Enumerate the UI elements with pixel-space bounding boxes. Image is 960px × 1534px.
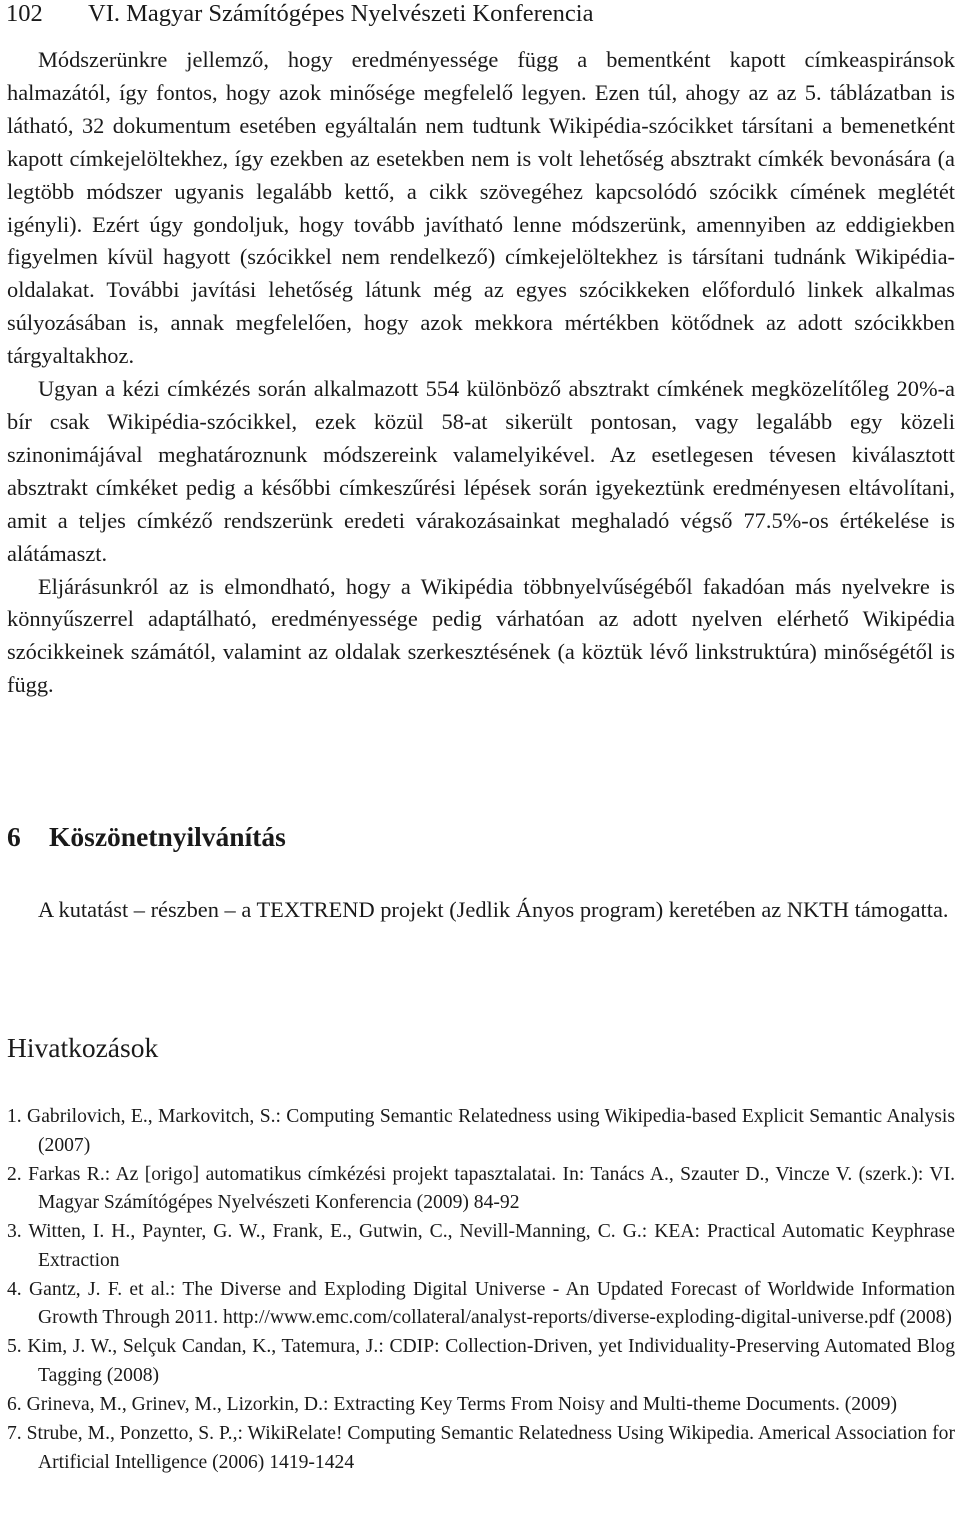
running-header bbox=[6, 0, 956, 30]
section-title: Köszönetnyilvánítás bbox=[49, 821, 286, 852]
reference-item: 2. Farkas R.: Az [origo] automatikus címkézési projekt tapasztalatai. In: Tanács A., Szauter D., Vincze V. (szerk.): VI. Magyar Számítógépes Nyelvészeti Konferencia (2009) 84-92 bbox=[7, 1163, 955, 1214]
page-number: 102 bbox=[6, 0, 43, 27]
section-heading-acknowledgements bbox=[7, 819, 947, 855]
paragraph: Ugyan a kézi címkézés során alkalmazott 554 különböző absztrakt címkének megközelítőleg 20%-a bír csak Wikipédia-szócikkel, ezek közül 58-at sikerült pontosan, vagy legalább egy közeli szinonimájával meghatároznunk módszereink valamelyikével. Az esetlegesen tévesen kiválasztott absztrakt címkéket pedig a későbbi címkeszűrési lépések során igyekeztünk eredményesen eltávolítani, amit a teljes címkéző rendszerünk eredeti várakozásainkat meghaladó végső 77.5%-os értékelése is alátámaszt. bbox=[7, 376, 955, 566]
paragraph: Módszerünkre jellemző, hogy eredményessége függ a bementként kapott címkeaspiránsok halmazától, így fontos, hogy azok minősége megfelelő legyen. Ezen túl, ahogy az az 5. táblázatban is látható, 32 dokumentum esetében egyáltalán nem tudtunk Wikipédia-szócikket társítani a bemenetként kapott címkejelöltekhez, így ezekben az esetekben nem is volt lehetőség absztrakt címkék bevonására (a legtöbb módszer ugyanis legalább kettő, a cikk szövegéhez kapcsolódó szócikk címének meglétét igényli). Ezért úgy gondoljuk, hogy tovább javítható lenne módszerünk, amennyiben az eddigiekben figyelmen kívül hagyott (szócikkel nem rendelkező) címkejelöltekhez is társítani tudnánk Wikipédia-oldalakat. További javítási lehetőség látunk még az egyes szócikkeken előforduló linkek alkalmas súlyozásában is, annak megfelelően, hogy azok mekkora mértékben kötődnek az adott szócikkben tárgyaltakhoz. bbox=[7, 47, 955, 369]
acknowledgements-text: A kutatást – részben – a TEXTREND projekt (Jedlik Ányos program) keretében az NKTH támogatta. bbox=[38, 897, 949, 922]
references-heading: Hivatkozások bbox=[7, 1032, 159, 1063]
reference-item: 6. Grineva, M., Grinev, M., Lizorkin, D.: Extracting Key Terms From Noisy and Multi-theme Documents. (2009) bbox=[7, 1393, 897, 1415]
conference-title: VI. Magyar Számítógépes Nyelvészeti Konferencia bbox=[88, 0, 594, 27]
reference-item: 7. Strube, M., Ponzetto, S. P.,: WikiRelate! Computing Semantic Relatedness Using Wikipedia. Americal Association for Artificial Intelligence (2006) 1419-1424 bbox=[7, 1422, 955, 1473]
paragraph: Eljárásunkról az is elmondható, hogy a Wikipédia többnyelvűségéből fakadóan más nyelvekre is könnyűszerrel adaptálható, eredményessége pedig várhatóan az adott nyelven elérhető Wikipédia szócikkeinek számától, valamint az oldalak szerkesztésének (a köztük lévő linkstruktúra) minőségétől is függ. bbox=[7, 573, 955, 698]
reference-item: 3. Witten, I. H., Paynter, G. W., Frank, E., Gutwin, C., Nevill-Manning, C. G.: KEA: Practical Automatic Keyphrase Extraction bbox=[7, 1221, 955, 1271]
reference-list bbox=[7, 1103, 955, 1477]
reference-item: 4. Gantz, J. F. et al.: The Diverse and Exploding Digital Universe - An Updated Forecast of Worldwide Information Growth Through 2011. http://www.emc.com/collateral/analyst-reports/diverse-exploding-digital-universe.pdf (2008) bbox=[7, 1278, 955, 1329]
section-number: 6 bbox=[7, 821, 21, 852]
reference-item: 1. Gabrilovich, E., Markovitch, S.: Computing Semantic Relatedness using Wikipedia-based Explicit Semantic Analysis (2007) bbox=[7, 1106, 955, 1156]
reference-item: 5. Kim, J. W., Selçuk Candan, K., Tatemura, J.: CDIP: Collection-Driven, yet Individuality-Preserving Automated Blog Tagging (2008) bbox=[7, 1336, 955, 1387]
body-text bbox=[7, 44, 955, 702]
